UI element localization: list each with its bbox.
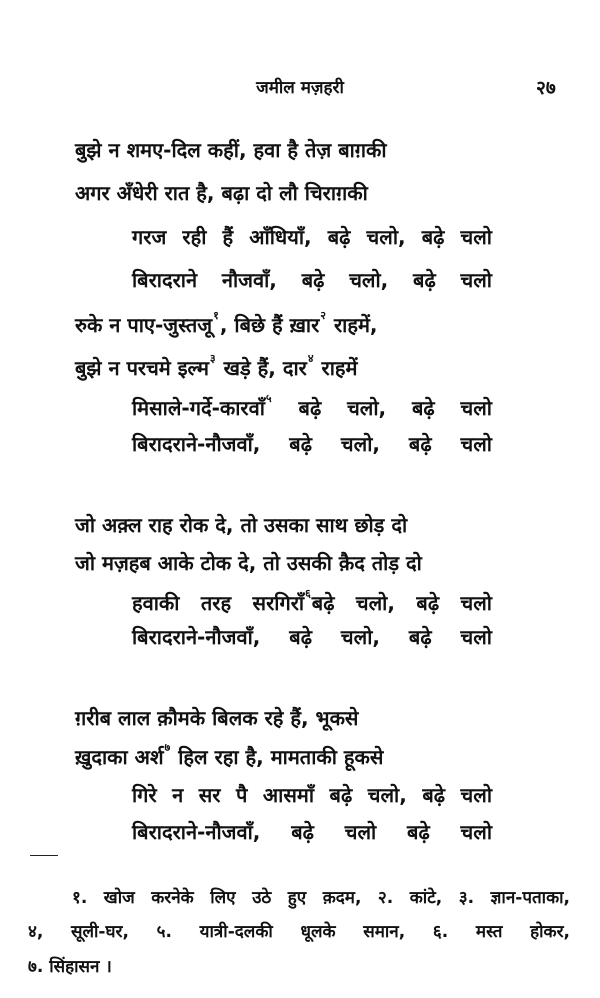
- verse-text: बढ़े चलो, बढ़े चलो: [311, 591, 492, 615]
- verse-text: बुझे न परचमे इल्म: [75, 356, 209, 380]
- verse-line: [75, 704, 358, 732]
- running-header-title: जमील मज़हरी: [256, 78, 344, 98]
- verse-text: रुके न पाए-जुस्तजू: [75, 313, 213, 337]
- footnote-line: ७. सिंहासन ।: [28, 957, 112, 977]
- verse-text: ग़रीब लाल क़ौमके बिलक रहे हैं, भूकसे: [75, 706, 359, 730]
- refrain-line: [132, 589, 492, 617]
- verse-line: [75, 179, 368, 207]
- refrain-line: [132, 394, 492, 422]
- verse-text: खड़े हैं, दार: [216, 356, 307, 380]
- verse-text: बिरादराने नौजवाँ, बढ़े चलो, बढ़े चलो: [132, 268, 492, 292]
- verse-line: [75, 549, 422, 577]
- verse-text: राहमें,: [327, 313, 378, 337]
- verse-line: [75, 511, 407, 539]
- footnote-marker: १: [213, 309, 219, 322]
- footnote-marker: २: [320, 309, 327, 322]
- verse-text: राहमें: [314, 356, 358, 380]
- verse-text: ख़ुदाका अर्श: [75, 745, 164, 769]
- verse-text: हवाकी तरह सरगिराँ: [132, 591, 305, 615]
- footnote-divider: [30, 855, 58, 856]
- footnote-line: ४, सूली-घर, ५. यात्री-दलकी धूलके समान, ६. मस्त होकर,: [28, 922, 570, 942]
- verse-text: गिरे न सर पै आसमाँ बढ़े चलो, बढ़े चलो: [132, 783, 492, 807]
- footnote-marker: ३: [209, 352, 216, 365]
- footnote-marker: ४: [307, 352, 314, 365]
- verse-text: जो अक़्ल राह रोक दे, तो उसका साथ छोड़ दो: [75, 513, 408, 537]
- verse-line: [75, 354, 357, 382]
- refrain-line: [132, 430, 492, 458]
- verse-line: [75, 136, 387, 164]
- footnote-marker: ५: [265, 392, 272, 405]
- verse-text: बिरादराने-नौजवाँ, बढ़े चलो, बढ़े चलो: [132, 432, 492, 456]
- refrain-line: [132, 223, 492, 251]
- verse-text: बुझे न शमए-दिल कहीं, हवा है तेज़ बाग़की: [75, 138, 387, 162]
- verse-text: गरज रही हैं आँधियाँ, बढ़े चलो, बढ़े चलो: [132, 225, 492, 249]
- verse-text: अगर अँधेरी रात है, बढ़ा दो लौ चिराग़की: [75, 181, 368, 205]
- refrain-line: [132, 266, 492, 294]
- verse-text: बढ़े चलो, बढ़े चलो: [272, 396, 492, 420]
- footnote-marker: ७: [164, 741, 171, 754]
- verse-text: जो मज़हब आके टोक दे, तो उसकी क़ैद तोड़ दो: [75, 551, 422, 575]
- verse-text: हिल रहा है, मामताकी हूकसे: [171, 745, 384, 769]
- footnote-line: १. खोज करनेके लिए उठे हुए क़दम, २. कांटे, ३. ज्ञान-पताका,: [72, 888, 570, 908]
- page-number: २७: [536, 77, 556, 99]
- refrain-line: [132, 623, 492, 651]
- verse-line: [75, 311, 378, 339]
- verse-line: [75, 743, 383, 771]
- refrain-line: [132, 818, 492, 846]
- footnote-marker: ६: [305, 587, 311, 600]
- verse-text: , बिछे हैं ख़ार: [219, 313, 320, 337]
- verse-text: बिरादराने-नौजवाँ, बढ़े चलो बढ़े चलो: [132, 820, 492, 844]
- refrain-line: [132, 781, 492, 809]
- verse-text: बिरादराने-नौजवाँ, बढ़े चलो, बढ़े चलो: [132, 625, 492, 649]
- verse-text: मिसाले-गर्दे-कारवाँ: [132, 396, 265, 420]
